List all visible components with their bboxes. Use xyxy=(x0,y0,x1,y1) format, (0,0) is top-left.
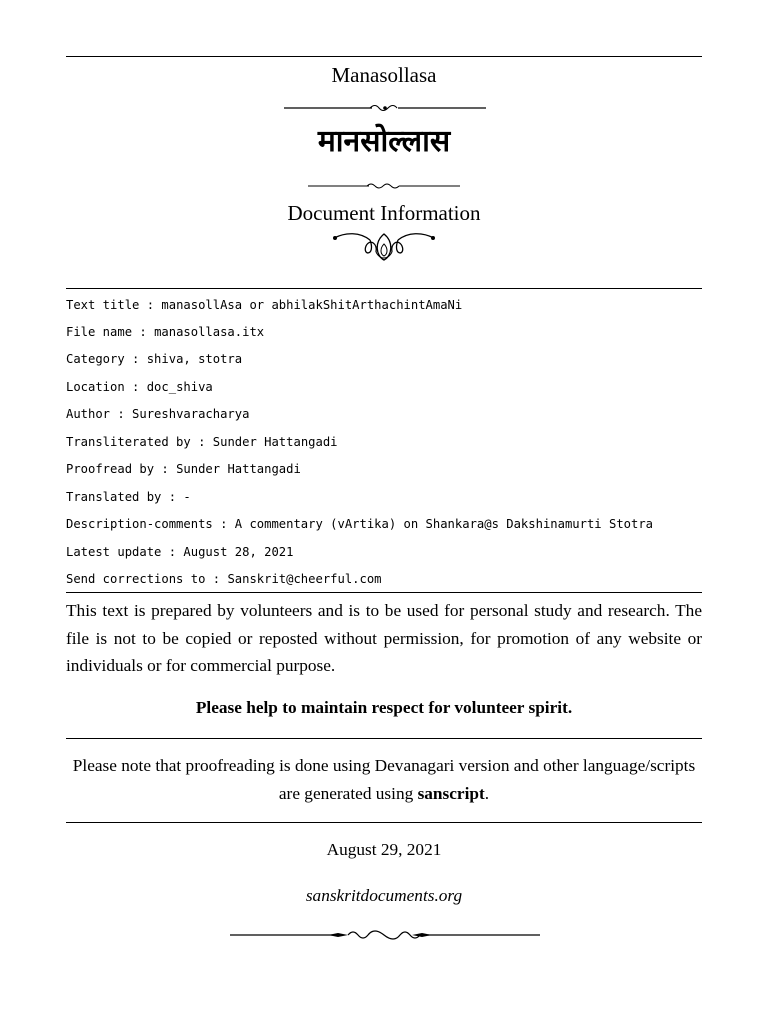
flourish-ornament-icon xyxy=(332,226,436,266)
info-separator: : xyxy=(124,380,147,394)
info-label: Proofread by xyxy=(66,462,155,476)
info-label: Description-comments xyxy=(66,517,213,531)
info-separator: : xyxy=(139,298,162,312)
devanagari-title: मानसोल्लास xyxy=(317,124,451,159)
info-row xyxy=(66,325,264,339)
info-value: - xyxy=(183,490,191,504)
ornament-divider-icon xyxy=(282,100,488,116)
info-label: Category xyxy=(66,352,125,366)
info-separator: : xyxy=(190,435,213,449)
top-rule xyxy=(66,56,702,57)
info-value: Sanskrit@cheerful.com xyxy=(227,572,382,586)
info-value: August 28, 2021 xyxy=(183,545,294,559)
note-bottom-rule xyxy=(66,822,702,823)
info-label: Location xyxy=(66,380,125,394)
proofreading-note xyxy=(66,752,702,807)
bottom-ornament-icon xyxy=(228,926,542,944)
info-row xyxy=(66,380,213,394)
info-label: Transliterated by xyxy=(66,435,191,449)
info-label: File name xyxy=(66,325,133,339)
info-row xyxy=(66,298,462,312)
info-value: doc_shiva xyxy=(146,380,213,394)
info-label: Text title xyxy=(66,298,140,312)
info-separator: : xyxy=(154,462,177,476)
section-title: Document Information xyxy=(287,201,481,225)
info-value: shiva, stotra xyxy=(146,352,243,366)
info-label: Latest update xyxy=(66,545,162,559)
info-label: Translated by xyxy=(66,490,162,504)
info-row xyxy=(66,435,338,449)
info-label: Send corrections to xyxy=(66,572,206,586)
info-separator: : xyxy=(161,490,184,504)
info-row xyxy=(66,407,249,421)
info-value: manasollAsa or abhilakShitArthachintAmaNi xyxy=(161,298,463,312)
footer-date: August 29, 2021 xyxy=(326,840,442,859)
info-value: Sureshvaracharya xyxy=(132,407,250,421)
info-label: Author xyxy=(66,407,111,421)
proofreading-note-end: . xyxy=(484,783,490,803)
proofreading-note-text: Please note that proofreading is done using Devanagari version and other language/scripts are generated using xyxy=(72,756,696,803)
page-title: Manasollasa xyxy=(331,63,437,87)
info-value: A commentary (vArtika) on Shankara@s Dakshinamurti Stotra xyxy=(234,517,654,531)
info-row xyxy=(66,572,382,586)
volunteer-appeal: Please help to maintain respect for volunteer spirit. xyxy=(195,698,573,717)
footer-site: sanskritdocuments.org xyxy=(305,886,463,905)
notice-paragraph: This text is prepared by volunteers and is to be used for personal study and research. The file is not to be copied or reposted without permission, for promotion of any website or individuals or for commercial purpose. xyxy=(66,601,702,675)
info-value: manasollasa.itx xyxy=(154,325,265,339)
info-row xyxy=(66,490,191,504)
info-separator: : xyxy=(212,517,235,531)
info-row xyxy=(66,517,653,531)
info-bottom-rule xyxy=(66,592,702,593)
info-value: Sunder Hattangadi xyxy=(176,462,301,476)
info-value: Sunder Hattangadi xyxy=(212,435,338,449)
info-separator: : xyxy=(205,572,228,586)
info-separator: : xyxy=(161,545,184,559)
info-separator: : xyxy=(132,325,155,339)
sanscript-term: sanscript xyxy=(417,783,485,803)
ornament-divider-icon xyxy=(307,179,461,193)
info-separator: : xyxy=(110,407,133,421)
info-separator: : xyxy=(124,352,147,366)
info-top-rule xyxy=(66,288,702,289)
info-row xyxy=(66,352,242,366)
notice-bottom-rule xyxy=(66,738,702,739)
info-row xyxy=(66,462,301,476)
info-row xyxy=(66,545,293,559)
